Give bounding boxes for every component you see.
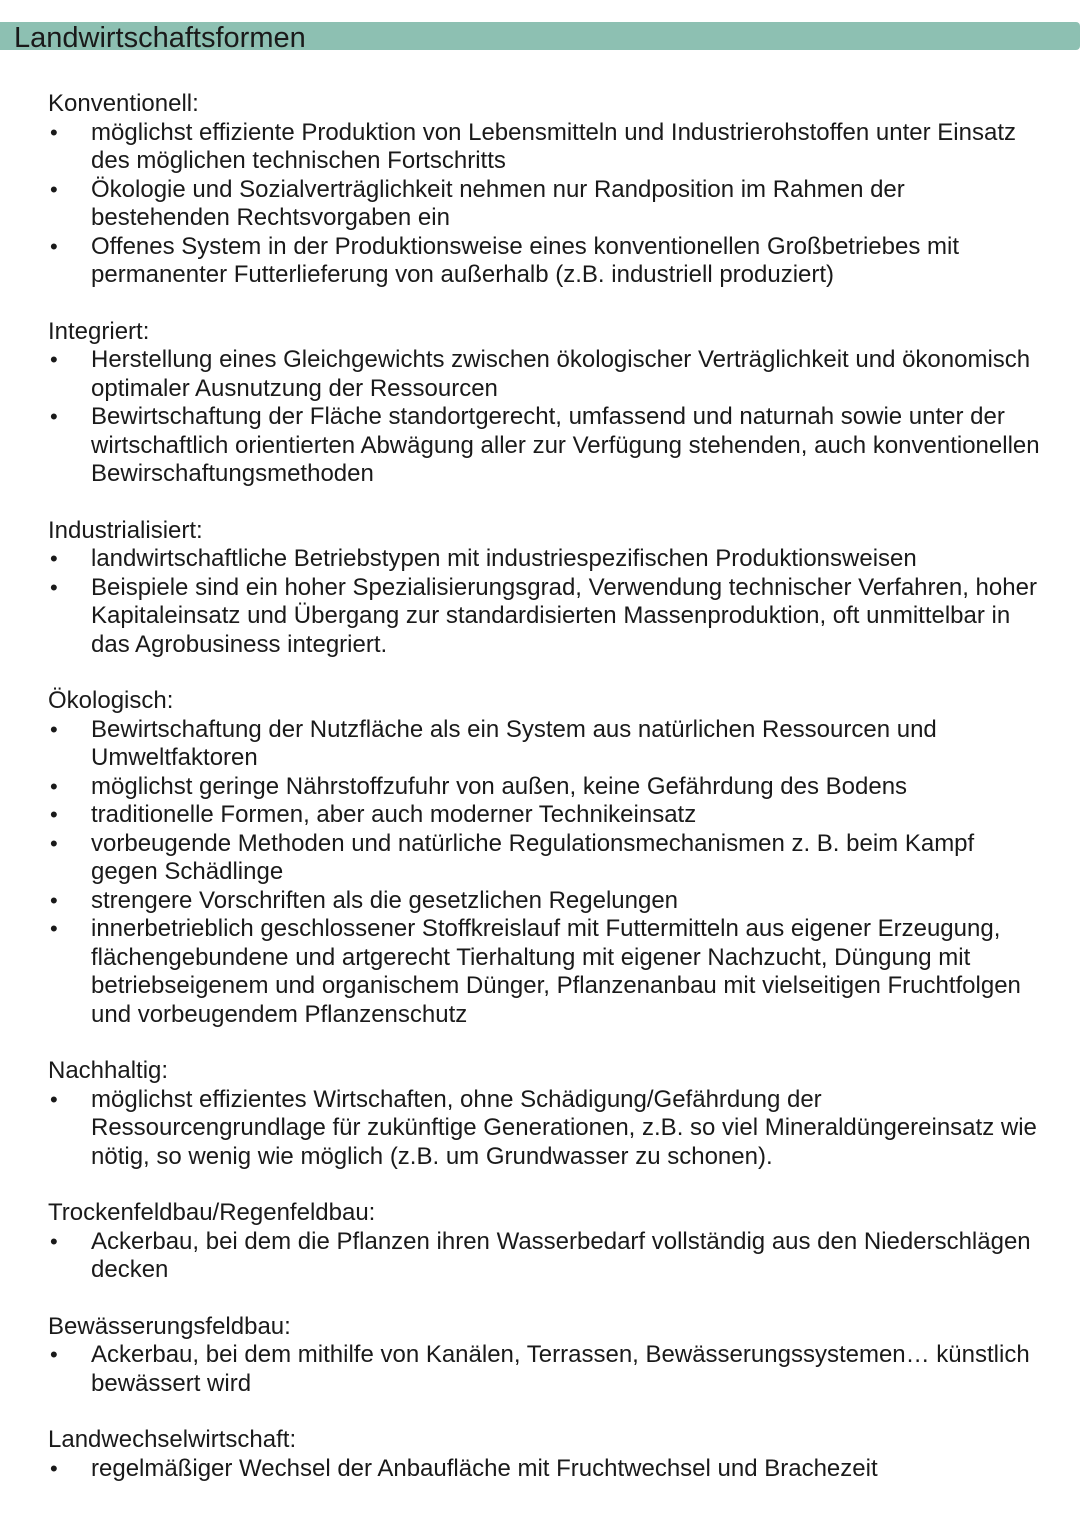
- bullet-list: [0, 1341, 1080, 1398]
- list-item: [0, 1228, 1080, 1285]
- list-item-text: möglichst effizientes Wirtschaften, ohne Schädigung/Gefährdung der Ressourcengrundlage für zukünftige Generationen, z.B. so viel Mineraldüngereinsatz wie nötig, so wenig wie möglich (z.B. um Grundwasser zu schonen).: [91, 1085, 1037, 1170]
- list-item-text: Ackerbau, bei dem mithilfe von Kanälen, Terrassen, Bewässerungssystemen… künstlich bewässert wird: [91, 1341, 1030, 1397]
- list-item: [0, 1086, 1080, 1172]
- section-heading: [48, 318, 149, 347]
- section-8: [0, 1426, 1080, 1483]
- bullet-icon: •: [50, 887, 58, 913]
- bullet-icon: •: [50, 1086, 58, 1112]
- bullet-list: [0, 1228, 1080, 1285]
- list-item-text: strengere Vorschriften als die gesetzlichen Regelungen: [91, 886, 679, 914]
- page-title: Landwirtschaftsformen: [14, 22, 306, 54]
- list-item-text: möglichst effiziente Produktion von Lebensmitteln und Industrierohstoffen unter Einsatz des möglichen technischen Fortschritts: [91, 118, 1016, 174]
- section-heading: [48, 1199, 375, 1228]
- section-heading: [48, 687, 173, 716]
- bullet-icon: •: [50, 233, 58, 259]
- list-item-text: Offenes System in der Produktionsweise eines konventionellen Großbetriebes mit permanenter Futterlieferung von außerhalb (z.B. industriell produziert): [91, 232, 959, 288]
- bullet-icon: •: [50, 716, 58, 742]
- section-heading: [48, 1313, 291, 1342]
- list-item-text: regelmäßiger Wechsel der Anbaufläche mit Fruchtwechsel und Brachezeit: [91, 1454, 878, 1482]
- list-item: [0, 119, 1080, 176]
- list-item-text: möglichst geringe Nährstoffzufuhr von außen, keine Gefährdung des Bodens: [91, 772, 908, 800]
- bullet-list: [0, 119, 1080, 290]
- list-item-text: Ökologie und Sozialverträglichkeit nehmen nur Randposition im Rahmen der bestehenden Rechtsvorgaben ein: [91, 175, 905, 231]
- list-item: [0, 801, 1080, 830]
- list-item-text: Beispiele sind ein hoher Spezialisierungsgrad, Verwendung technischer Verfahren, hoher Kapitaleinsatz und Übergang zur standardisierten Massenproduktion, oft unmittelbar in das Agrobusiness integriert.: [91, 573, 1037, 658]
- section-heading-text: Nachhaltig:: [48, 1057, 169, 1084]
- bullet-icon: •: [50, 1342, 58, 1367]
- list-item-text: Bewirtschaftung der Fläche standortgerecht, umfassend und naturnah sowie unter der wirtschaftlich orientierten Abwägung aller zur Verfügung stehenden, auch konventionellen Bewirschaftungsmethoden: [91, 403, 1040, 487]
- list-item-text: Herstellung eines Gleichgewichts zwischen ökologischer Verträglichkeit und ökonomisch optimaler Ausnutzung der Ressourcen: [91, 346, 1031, 402]
- section-7: [0, 1313, 1080, 1399]
- bullet-icon: •: [50, 802, 58, 827]
- section-heading-text: Bewässerungsfeldbau:: [48, 1312, 291, 1340]
- bullet-list: [0, 1086, 1080, 1172]
- bullet-icon: •: [50, 119, 58, 145]
- section-5: [0, 1057, 1080, 1171]
- section-heading-text: Ökologisch:: [48, 687, 174, 714]
- document-body: [0, 90, 1080, 1511]
- list-item: [0, 233, 1080, 290]
- list-item-text: Bewirtschaftung der Nutzfläche als ein System aus natürlichen Ressourcen und Umweltfaktoren: [91, 715, 937, 771]
- list-item: [0, 716, 1080, 773]
- section-heading-text: Landwechselwirtschaft:: [48, 1426, 297, 1453]
- bullet-list: [0, 346, 1080, 489]
- list-item-text: innerbetrieblich geschlossener Stoffkreislauf mit Futtermitteln aus eigener Erzeugung, flächengebundene und artgerecht Tierhaltung mit eigener Nachzucht, Düngung mit betriebseigenem und organischem Dünger, Pflanzenanbau mit vielseitigen Fruchtfolgen und vorbeugendem Pflanzenschutz: [91, 915, 1021, 1028]
- bullet-icon: •: [50, 176, 58, 202]
- list-item: [0, 773, 1080, 802]
- list-item: [0, 176, 1080, 233]
- section-heading-text: Trockenfeldbau/Regenfeldbau:: [48, 1199, 376, 1226]
- list-item: [0, 403, 1080, 489]
- bullet-icon: •: [50, 916, 58, 941]
- section-6: [0, 1199, 1080, 1285]
- bullet-list: [0, 1455, 1080, 1484]
- list-item-text: landwirtschaftliche Betriebstypen mit industriespezifischen Produktionsweisen: [91, 545, 917, 572]
- bullet-icon: •: [50, 574, 58, 600]
- bullet-icon: •: [50, 830, 58, 856]
- list-item: [0, 346, 1080, 403]
- section-heading: [48, 517, 203, 546]
- section-1: [0, 90, 1080, 290]
- list-item: [0, 545, 1080, 574]
- bullet-icon: •: [50, 347, 58, 372]
- bullet-list: [0, 545, 1080, 659]
- bullet-icon: •: [50, 1455, 58, 1481]
- bullet-icon: •: [50, 546, 58, 571]
- list-item: [0, 830, 1080, 887]
- section-4: [0, 687, 1080, 1029]
- bullet-icon: •: [50, 773, 58, 799]
- list-item: [0, 887, 1080, 916]
- list-item: [0, 915, 1080, 1029]
- section-heading: [48, 90, 199, 119]
- section-2: [0, 318, 1080, 489]
- bullet-icon: •: [50, 404, 58, 429]
- section-heading: [48, 1057, 168, 1086]
- section-3: [0, 517, 1080, 660]
- section-heading-text: Konventionell:: [48, 90, 199, 117]
- list-item: [0, 1341, 1080, 1398]
- list-item-text: traditionelle Formen, aber auch moderner Technikeinsatz: [91, 801, 697, 828]
- list-item: [0, 1455, 1080, 1484]
- bullet-list: [0, 716, 1080, 1030]
- section-heading: [48, 1426, 296, 1455]
- bullet-icon: •: [50, 1228, 58, 1254]
- list-item-text: vorbeugende Methoden und natürliche Regulationsmechanismen z. B. beim Kampf gegen Schädlinge: [91, 829, 975, 885]
- section-heading-text: Industrialisiert:: [48, 516, 203, 544]
- section-heading-text: Integriert:: [48, 317, 150, 345]
- list-item: [0, 574, 1080, 660]
- list-item-text: Ackerbau, bei dem die Pflanzen ihren Wasserbedarf vollständig aus den Niederschlägen decken: [91, 1227, 1031, 1283]
